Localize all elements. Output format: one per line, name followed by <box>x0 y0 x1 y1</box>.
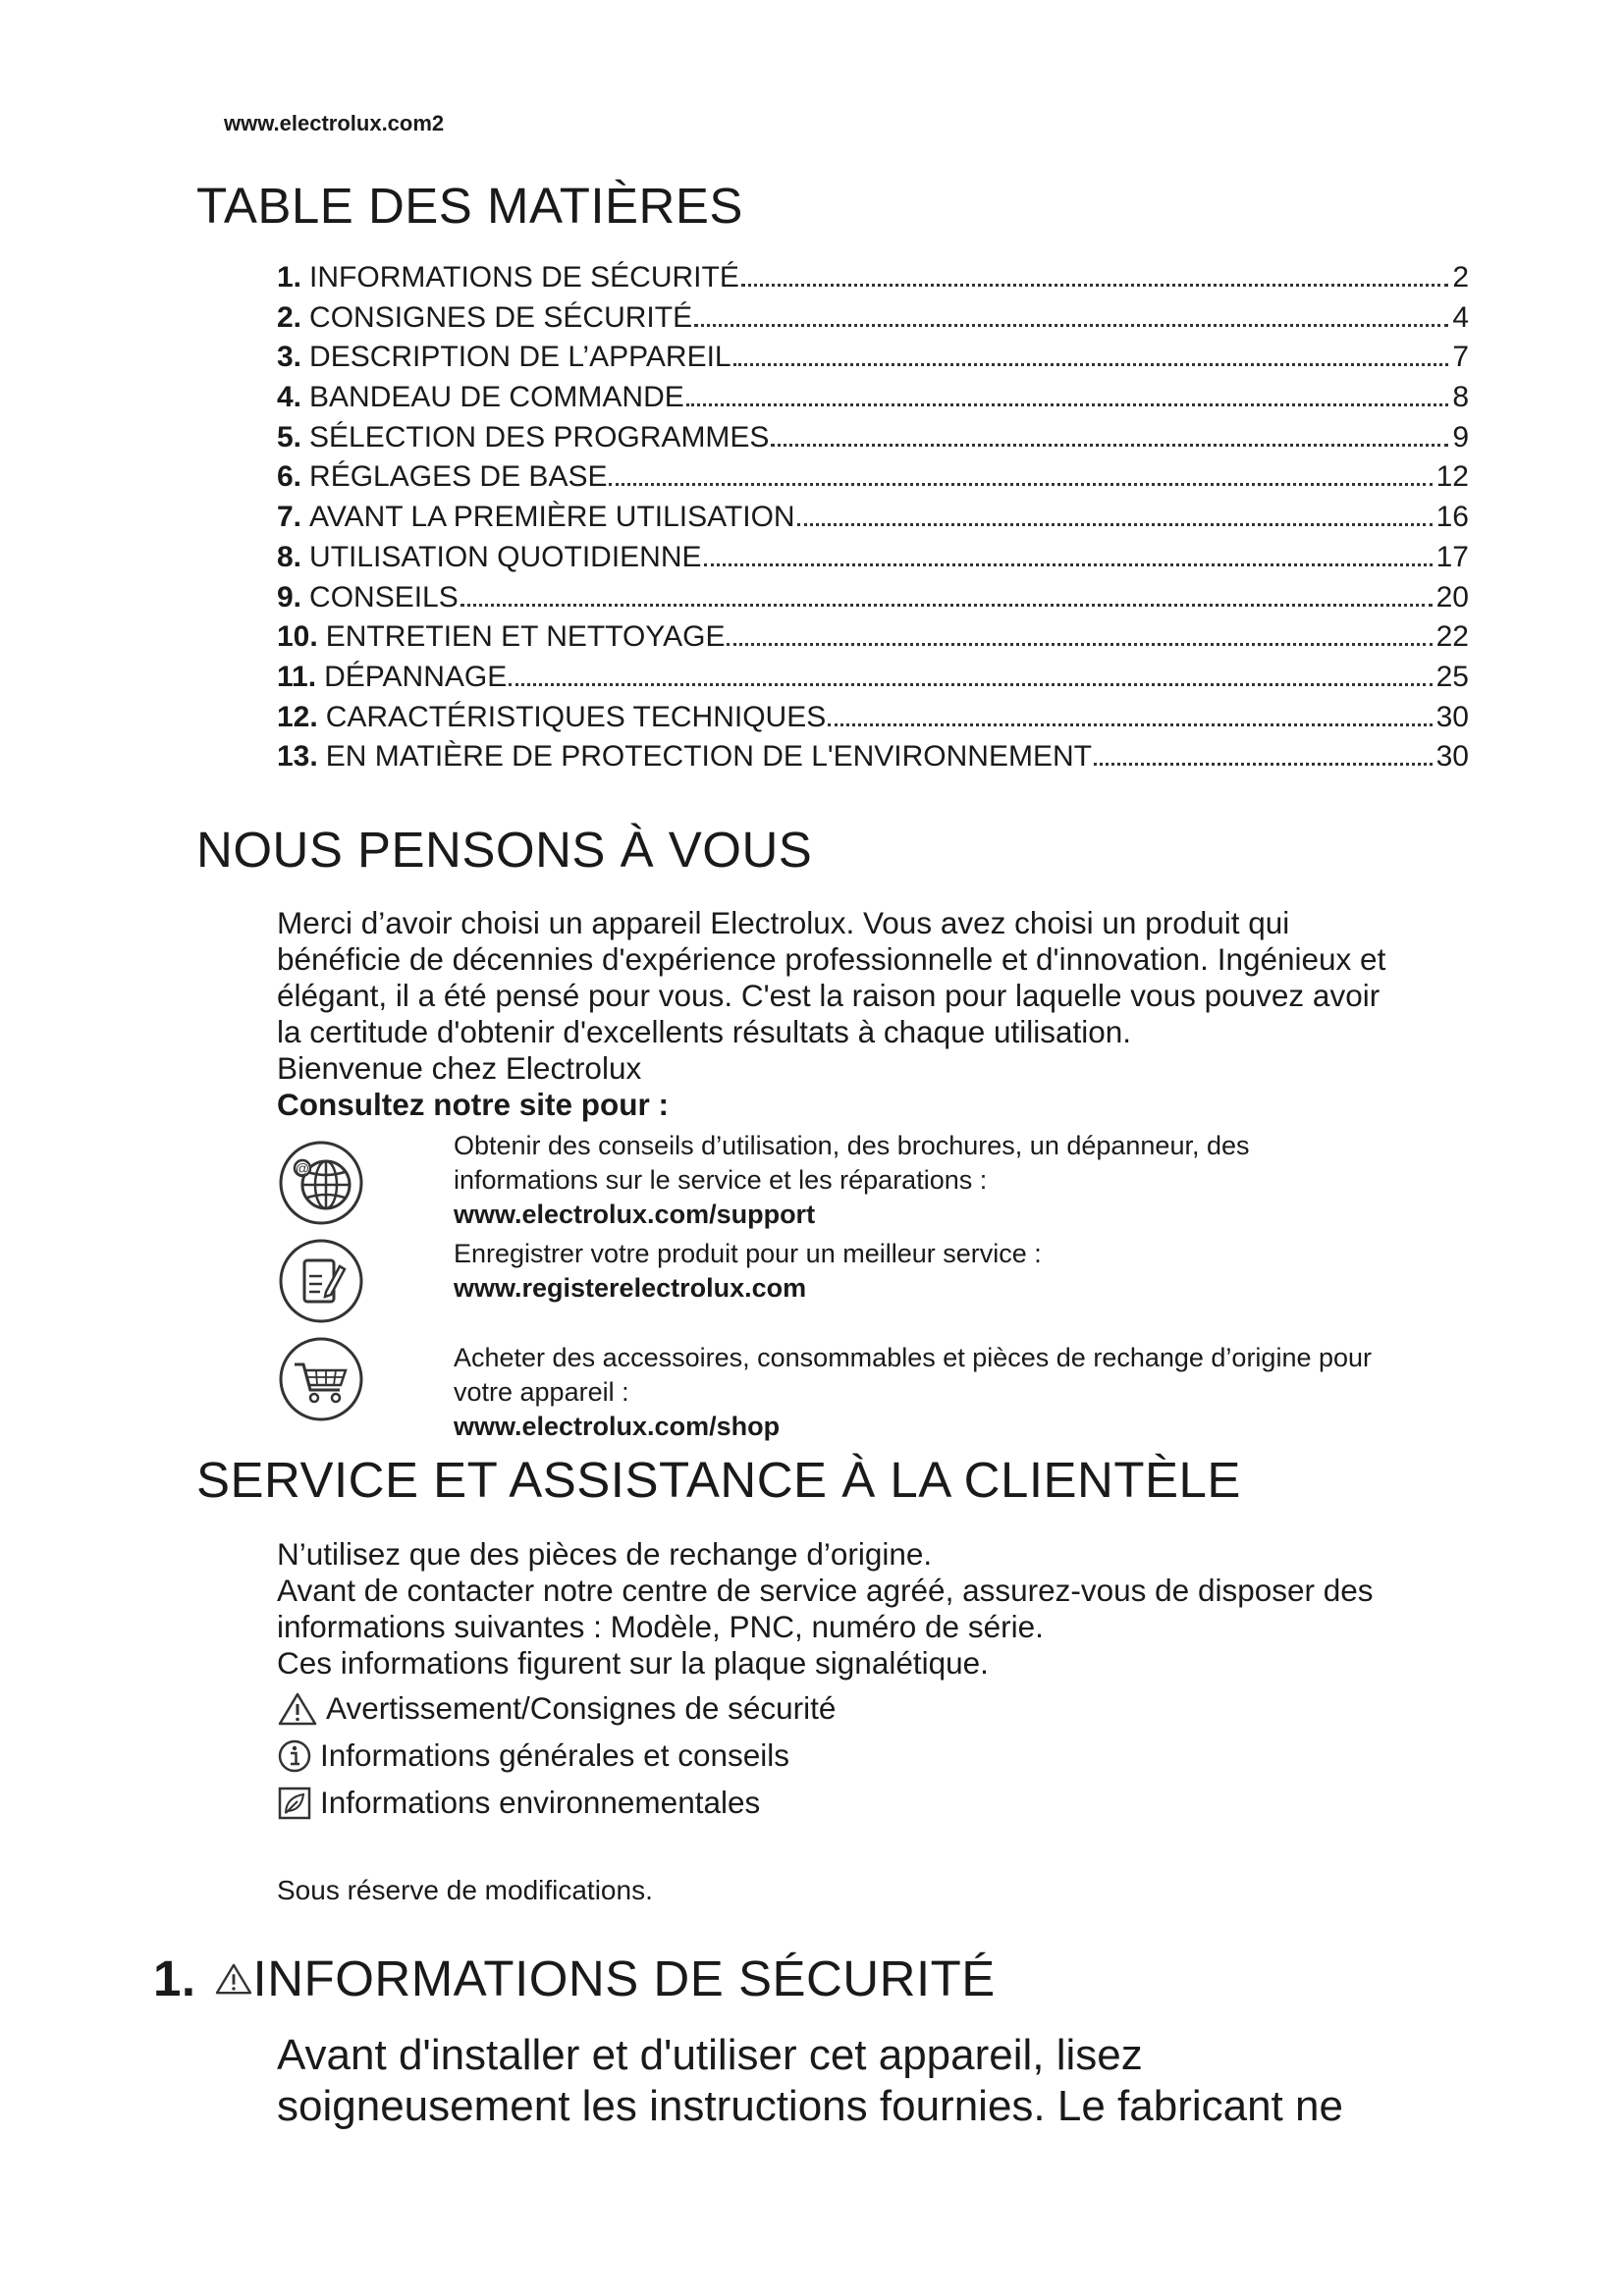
toc-item[interactable] <box>277 620 1469 661</box>
toc-item-number: 12. <box>277 700 318 733</box>
toc-item-label: DESCRIPTION DE L’APPAREIL <box>309 341 731 374</box>
resource-support <box>277 1129 1494 1227</box>
toc-item-page: 12 <box>1435 460 1469 494</box>
table-of-contents <box>277 261 1469 780</box>
globe-icon <box>277 1139 365 1227</box>
toc-item-label: BANDEAU DE COMMANDE <box>309 381 684 414</box>
resource-desc: Acheter des accessoires, consommables et pièces de rechange d’origine pour <box>454 1343 1373 1372</box>
legend-label: Informations générales et conseils <box>320 1737 790 1773</box>
resource-text <box>454 1237 1494 1306</box>
toc-item-page: 4 <box>1452 300 1469 334</box>
toc-item-page: 22 <box>1435 620 1469 654</box>
toc-item[interactable] <box>277 341 1469 381</box>
toc-leader-dots <box>609 483 1432 486</box>
resource-shop <box>277 1335 1494 1443</box>
toc-item-label: UTILISATION QUOTIDIENNE <box>309 540 702 573</box>
resource-register <box>277 1237 1494 1315</box>
toc-item-page: 7 <box>1452 341 1469 374</box>
toc-leader-dots <box>797 523 1433 526</box>
toc-item-number: 11. <box>277 660 317 693</box>
svg-text:@: @ <box>295 1160 310 1176</box>
thinking-title: NOUS PENSONS À VOUS <box>196 822 813 878</box>
toc-item-number: 9. <box>277 580 302 614</box>
toc-item-number: 6. <box>277 460 302 494</box>
leaf-icon <box>277 1786 312 1821</box>
service-line: Ces informations figurent sur la plaque signalétique. <box>277 1645 989 1681</box>
toc-item-label: AVANT LA PREMIÈRE UTILISATION <box>309 501 795 534</box>
toc-leader-dots <box>686 403 1449 406</box>
toc-item-page: 25 <box>1435 660 1469 693</box>
thinking-intro <box>277 905 1475 1123</box>
toc-item-number: 3. <box>277 341 302 374</box>
support-link[interactable]: www.electrolux.com/support <box>454 1200 816 1229</box>
register-icon <box>277 1237 365 1325</box>
toc-item-number: 4. <box>277 381 302 414</box>
resource-desc: Enregistrer votre produit pour un meilleur service : <box>454 1239 1042 1268</box>
toc-item-page: 30 <box>1435 740 1469 774</box>
toc-item[interactable] <box>277 581 1469 621</box>
intro-line: bénéficie de décennies d'expérience professionnelle et d'innovation. Ingénieux et <box>277 941 1386 977</box>
toc-item-label: INFORMATIONS DE SÉCURITÉ <box>309 261 739 294</box>
safety-line: Avant d'installer et d'utiliser cet appareil, lisez <box>277 2031 1143 2079</box>
toc-leader-dots <box>741 284 1448 287</box>
toc-item-label: EN MATIÈRE DE PROTECTION DE L'ENVIRONNEMENT <box>325 740 1092 774</box>
warning-icon <box>277 1691 318 1727</box>
toc-item[interactable] <box>277 740 1469 780</box>
service-text <box>277 1536 1475 1682</box>
toc-leader-dots <box>704 563 1433 566</box>
toc-item-number: 13. <box>277 740 318 774</box>
resource-text <box>454 1341 1494 1444</box>
legend-environment <box>277 1785 760 1821</box>
service-title: SERVICE ET ASSISTANCE À LA CLIENTÈLE <box>196 1452 1241 1508</box>
toc-item-page: 8 <box>1452 381 1469 414</box>
resource-desc: informations sur le service et les réparations : <box>454 1165 988 1195</box>
intro-line: Merci d’avoir choisi un appareil Electrolux. Vous avez choisi un produit qui <box>277 905 1290 940</box>
toc-item-label: ENTRETIEN ET NETTOYAGE <box>325 620 726 654</box>
toc-item-number: 1. <box>277 261 302 294</box>
toc-item-number: 8. <box>277 540 302 573</box>
toc-item[interactable] <box>277 501 1469 541</box>
safety-heading <box>153 1949 996 2007</box>
welcome-line: Bienvenue chez Electrolux <box>277 1050 642 1086</box>
toc-leader-dots <box>727 643 1432 646</box>
service-line: N’utilisez que des pièces de rechange d’origine. <box>277 1536 933 1572</box>
toc-item[interactable] <box>277 460 1469 501</box>
toc-item-page: 20 <box>1435 580 1469 614</box>
toc-item-page: 2 <box>1452 261 1469 294</box>
safety-number: 1. <box>153 1950 196 2006</box>
legend-info <box>277 1737 789 1774</box>
toc-item[interactable] <box>277 701 1469 741</box>
toc-item[interactable] <box>277 301 1469 342</box>
intro-line: la certitude d'obtenir d'excellents résultats à chaque utilisation. <box>277 1014 1132 1049</box>
toc-item-page: 16 <box>1435 501 1469 534</box>
resource-desc: Obtenir des conseils d’utilisation, des brochures, un dépanneur, des <box>454 1131 1250 1160</box>
service-line: Avant de contacter notre centre de service agréé, assurez-vous de disposer des <box>277 1573 1374 1608</box>
modification-note: Sous réserve de modifications. <box>277 1875 653 1905</box>
toc-item-label: CONSEILS <box>309 580 459 614</box>
warning-icon <box>214 1962 253 1996</box>
toc-leader-dots <box>733 363 1449 366</box>
safety-line: soigneusement les instructions fournies. Le fabricant ne <box>277 2082 1343 2130</box>
toc-item-number: 5. <box>277 420 302 454</box>
toc-item[interactable] <box>277 541 1469 581</box>
toc-leader-dots <box>460 604 1433 607</box>
resource-text <box>454 1129 1494 1232</box>
legend-label: Informations environnementales <box>320 1785 761 1820</box>
toc-item[interactable] <box>277 381 1469 421</box>
legend-warning <box>277 1690 836 1727</box>
toc-title: TABLE DES MATIÈRES <box>196 178 743 234</box>
visit-line: Consultez notre site pour : <box>277 1087 670 1122</box>
toc-item-label: RÉGLAGES DE BASE <box>309 460 608 494</box>
toc-item-label: SÉLECTION DES PROGRAMMES <box>309 420 770 454</box>
toc-item-number: 10. <box>277 620 318 654</box>
register-link[interactable]: www.registerelectrolux.com <box>454 1273 807 1303</box>
toc-item-page: 9 <box>1452 420 1469 454</box>
service-line: informations suivantes : Modèle, PNC, numéro de série. <box>277 1609 1044 1644</box>
toc-item-label: DÉPANNAGE <box>324 660 508 693</box>
toc-item-page: 17 <box>1435 540 1469 573</box>
toc-item[interactable] <box>277 661 1469 701</box>
info-icon <box>277 1738 312 1774</box>
toc-leader-dots <box>694 324 1448 327</box>
cart-icon <box>277 1335 365 1423</box>
toc-item-number: 2. <box>277 300 302 334</box>
safety-title: INFORMATIONS DE SÉCURITÉ <box>252 1950 996 2006</box>
intro-line: élégant, il a été pensé pour vous. C'est la raison pour laquelle vous pouvez avoir <box>277 978 1380 1013</box>
toc-item[interactable] <box>277 421 1469 461</box>
legend-label: Avertissement/Consignes de sécurité <box>326 1690 837 1726</box>
toc-item-label: CONSIGNES DE SÉCURITÉ <box>309 300 693 334</box>
toc-item-number: 7. <box>277 501 302 534</box>
shop-link[interactable]: www.electrolux.com/shop <box>454 1412 781 1441</box>
toc-item-page: 30 <box>1435 700 1469 733</box>
toc-leader-dots <box>771 444 1448 447</box>
toc-leader-dots <box>1094 763 1433 766</box>
safety-intro <box>277 2030 1504 2132</box>
toc-item-label: CARACTÉRISTIQUES TECHNIQUES <box>325 700 827 733</box>
resource-desc: votre appareil : <box>454 1377 629 1407</box>
toc-leader-dots <box>509 683 1432 686</box>
toc-item[interactable] <box>277 261 1469 301</box>
header-url: www.electrolux.com2 <box>224 111 445 135</box>
toc-leader-dots <box>828 723 1432 726</box>
